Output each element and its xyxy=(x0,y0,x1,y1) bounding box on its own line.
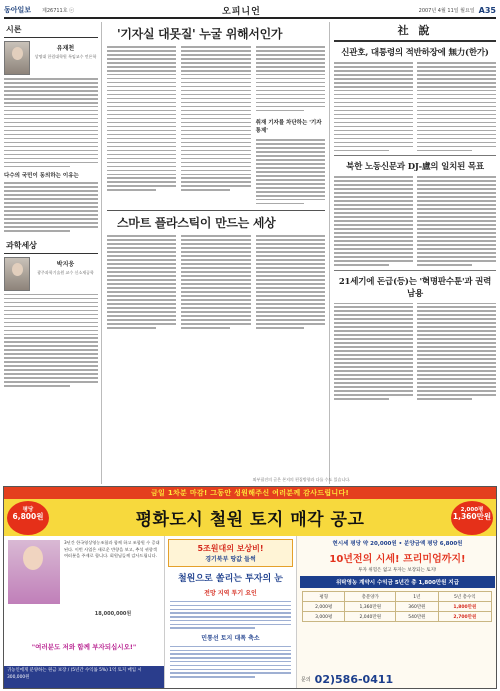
middle-section xyxy=(107,22,325,484)
issue-date: 2007년 4월 11일 월요일 xyxy=(418,7,475,14)
newspaper-logo: 동아일보 xyxy=(4,5,32,14)
article-body xyxy=(4,182,98,231)
advertisement xyxy=(3,486,497,689)
article-subheading: 취재 기자를 차단하는 '기자 통제' xyxy=(255,119,322,134)
author-block xyxy=(4,41,98,75)
table-cell: 5년 총수익 xyxy=(438,592,491,602)
table-row xyxy=(303,602,492,612)
ad-mid-panel xyxy=(164,536,296,689)
ad-quote: 3년간 한국영상영농조합과 함께 하고 조합원 수 증대된다. 이번 사업은 새로운 반향을 보고, 추석 귀향객 여러분을 주제로 합니다. 회원님들께 감사드립니다. xyxy=(64,540,160,558)
ad-bottom-left-bar xyxy=(4,666,164,688)
table-cell: 2,040만원 xyxy=(345,612,396,622)
left-column xyxy=(4,22,102,484)
column-heading-science: 과학세상 xyxy=(4,238,98,254)
price-label: 평당 xyxy=(22,507,34,513)
editorial-title: 신관호, 대통령의 적반하장에 無力(한가) xyxy=(341,48,489,58)
column-heading-siron: 시론 xyxy=(4,22,98,38)
ad-headline: 평화도시 철원 토지 매각 공고 xyxy=(135,510,365,530)
article-body xyxy=(256,46,325,204)
table-cell: 2,700만원 xyxy=(438,612,491,622)
author-photo xyxy=(4,257,30,291)
masthead xyxy=(4,3,496,19)
table-row xyxy=(303,592,492,602)
page-number: A35 xyxy=(478,5,496,15)
article-body xyxy=(334,303,413,400)
ad-headline-band xyxy=(4,499,496,536)
table-cell: 360만원 xyxy=(396,602,439,612)
ad-top-banner: 금일 1차분 마감! 그동안 성원해주신 여러분께 감사드립니다! xyxy=(4,487,496,499)
inquiry-label: 문의 xyxy=(301,676,311,683)
article-body xyxy=(417,62,496,151)
editorial-title: 21세기에 돈급(등)는 '혁명판수툰'과 권력 남용 xyxy=(334,270,496,299)
article-body xyxy=(4,294,98,387)
ad-left-amount: 18,000,000원 xyxy=(94,611,132,617)
ad-right-subtext: 투자 위험은 없고 투자는 보장되는 토지! xyxy=(358,568,437,573)
price-value: 1,360만원 xyxy=(452,512,492,522)
article-body xyxy=(256,235,325,328)
spokesperson-photo xyxy=(8,540,60,604)
issue-number: 제26711호 ⓒ xyxy=(42,7,75,14)
ad-slogan: "여러분도 저와 함께 부자되십시오!" xyxy=(31,643,137,651)
table-cell: 1,800만원 xyxy=(438,602,491,612)
author-name: 박지웅 xyxy=(56,260,75,268)
table-cell: 평형 xyxy=(303,592,345,602)
author-block xyxy=(4,257,98,291)
table-cell: 3,000평 xyxy=(303,612,345,622)
article-subheading: 다수의 국민이 동의하는 이유는 xyxy=(4,173,79,180)
ad-mid-sub-text: 전망 지역 투기 요인 xyxy=(204,590,257,597)
editorial-logo: 社 說 xyxy=(334,22,496,42)
author-photo xyxy=(4,41,30,75)
editorial-title: 북한 노동신문과 DJ-盧의 일치된 목표 xyxy=(334,155,496,172)
ad-right-heading: 현시세 평당 약 20,000원 • 분양금액 평당 6,800원 xyxy=(332,541,463,547)
price-badge-right xyxy=(451,501,493,535)
ad-mid-subheadline: 경기북부 땅값 들썩 xyxy=(205,556,256,563)
editorial-column xyxy=(329,22,496,484)
article-title: 스마트 플라스틱이 만드는 세상 xyxy=(117,216,276,231)
price-badge-left xyxy=(7,501,49,535)
author-name: 유재천 xyxy=(56,45,75,52)
table-row xyxy=(303,612,492,622)
price-label: 2,000평 xyxy=(460,507,484,513)
ad-left-panel xyxy=(4,536,164,689)
ad-bottom-left-text: 귀농인에게 분양하는 원금 보장 / (5년간 수익률 5%) 1억 토지 매입 시 300,000원 xyxy=(7,668,142,680)
article-title: '기자실 대못질' 누굴 위해서인가 xyxy=(117,27,283,41)
table-cell: 2,000평 xyxy=(303,602,345,612)
ad-mid-headline-box xyxy=(168,539,293,567)
ad-mid-headline: 5조원대의 보상비! xyxy=(197,544,264,553)
ad-mid-sub-text: 민통선 토지 대폭 축소 xyxy=(201,634,260,642)
table-cell: 총분양가 xyxy=(345,592,396,602)
ad-mid-body xyxy=(170,646,291,678)
ad-right-rate-bar: 위탁영농 계약시 수익금 5년간 총 1,800만원 지급 xyxy=(300,576,495,588)
author-title: 광주과학기술원 교수 신소재공학 xyxy=(37,269,94,275)
article-body xyxy=(107,46,176,204)
price-value: 6,800원 xyxy=(12,512,44,522)
article-body xyxy=(181,235,250,328)
table-cell: 1년 xyxy=(396,592,439,602)
table-cell: 1,360만원 xyxy=(345,602,396,612)
phone-number: 02)586-0411 xyxy=(314,672,394,686)
article-body xyxy=(107,235,176,328)
table-cell: 540만원 xyxy=(396,612,439,622)
ad-price-table xyxy=(302,591,492,622)
disclaimer-note: 외부필진의 글은 본지의 편집방향과 다를 수도 있습니다. xyxy=(252,477,351,482)
article-body xyxy=(4,78,98,167)
author-title: 상명대 한림대학원 특임교수 언론학 xyxy=(34,54,97,59)
ad-mid-body xyxy=(170,601,291,629)
section-title: 오피니언 xyxy=(222,6,261,17)
ad-mid-big-text: 철원으로 쏠리는 투자의 눈 xyxy=(177,574,284,584)
article-body xyxy=(181,46,250,204)
ad-right-big-text: 10년전의 시세! 프리미엄까지! xyxy=(329,554,466,565)
article-body xyxy=(334,176,413,265)
article-body xyxy=(417,176,496,265)
article-body xyxy=(417,303,496,400)
article-body xyxy=(334,62,413,151)
ad-right-panel xyxy=(296,536,497,689)
ad-contact xyxy=(297,668,497,689)
